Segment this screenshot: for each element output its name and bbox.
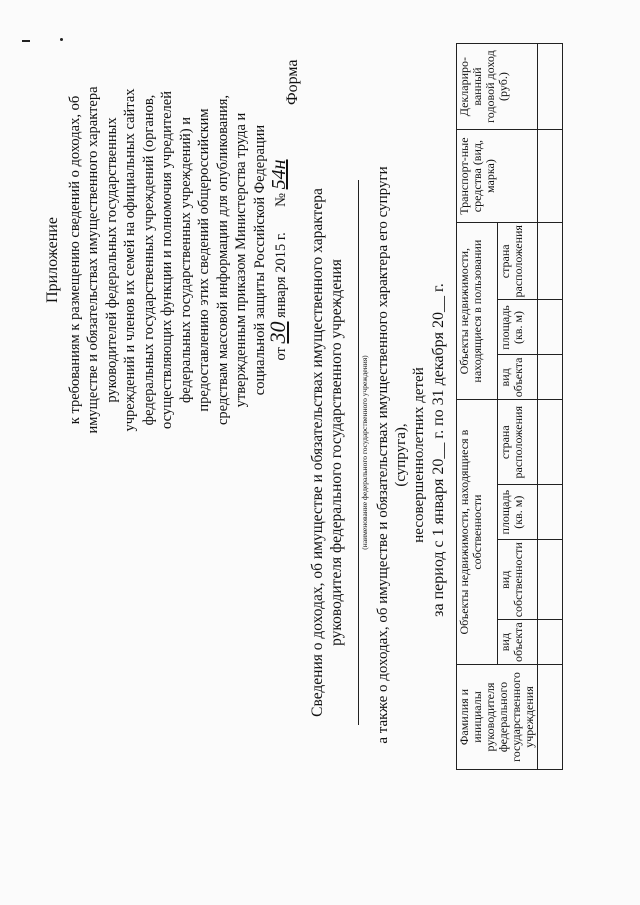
table-cell [538, 620, 563, 665]
header-owned-property: Объекты недвижимости, находящиеся в собственности [457, 400, 498, 665]
document-heading [308, 160, 346, 745]
handwritten-number: 54н [268, 159, 290, 190]
appendix-line: предоставлению этих сведений общероссийским [196, 108, 212, 412]
appendix-line: руководителей федеральных государственных [103, 117, 120, 403]
table-cell [538, 540, 563, 620]
spouse-line: несовершеннолетних детей [411, 367, 427, 543]
spouse-line: а также о доходах, об имуществе и обязательствах имущественного характера его супруги (супруга), [375, 166, 409, 744]
appendix-line: к требованиям к размещению сведений о доходах, об [66, 95, 83, 425]
table-cell [538, 485, 563, 540]
table-row [538, 44, 563, 770]
appendix-line: имуществе и обязательствах имущественного характера [85, 86, 101, 434]
appendix-line: осуществляющих функции и полномочия учредителей [159, 91, 175, 429]
organization-name-line [358, 180, 359, 725]
spouse-text [374, 155, 428, 755]
header-full-name: Фамилия и инициалы руководителя федерального государственного учреждения [457, 665, 538, 770]
appendix-line: учреждений и членов их семей на официальных сайтах [122, 88, 138, 432]
table-cell [538, 44, 563, 130]
table-cell [538, 130, 563, 223]
handwritten-day: 30 [265, 321, 290, 344]
date-rest: января 2015 г. [273, 232, 289, 318]
table-cell [538, 300, 563, 355]
header-used-object-type: вид объекта [497, 355, 538, 400]
appendix-line: социальной защиты Российской Федерации [251, 124, 268, 396]
scan-mark [60, 38, 63, 41]
header-declared-income: Деклариро-ванный годовой доход (руб.) [457, 44, 538, 130]
number-prefix: № [273, 193, 289, 207]
heading-line: Сведения о доходах, об имуществе и обязательствах имущественного характера [309, 188, 326, 717]
header-owned-country: страна расположения [497, 400, 538, 485]
table-cell [538, 355, 563, 400]
declaration-table [456, 43, 563, 770]
header-owned-area: площадь (кв. м) [497, 485, 538, 540]
heading-line: руководителя федерального государственного учреждения [328, 259, 345, 646]
header-used-area: площадь (кв. м) [497, 300, 538, 355]
table-header-row [457, 44, 498, 770]
appendix-line: средствам массовой информации для опубликования, [214, 94, 231, 426]
table-cell [538, 400, 563, 485]
appendix-title: Приложение [44, 217, 61, 303]
date-prefix: от [273, 347, 289, 361]
scan-mark [22, 40, 30, 42]
header-used-country: страна расположения [497, 223, 538, 300]
table-cell [538, 665, 563, 770]
header-owned-ownership-type: вид собственности [497, 540, 538, 620]
appendix-line: федеральных государственных учреждений) и [177, 117, 194, 403]
form-label: Форма [284, 59, 301, 105]
organization-name-caption: (наименование федерального государственного учреждения) [360, 355, 369, 550]
appendix-line: федеральных государственных учреждений (органов, [140, 94, 157, 426]
header-vehicles: Транспорт-ные средства (вид, марка) [457, 130, 538, 223]
header-used-property: Объекты недвижимости, находящиеся в пользовании [457, 223, 498, 400]
reporting-period: за период с 1 января 20__ г. по 31 декабря 20__ г. [430, 283, 447, 617]
appendix-block [44, 20, 291, 500]
header-owned-object-type: вид объекта [497, 620, 538, 665]
table-cell [538, 223, 563, 300]
appendix-line: утвержденным приказом Министерства труда и [233, 112, 249, 408]
